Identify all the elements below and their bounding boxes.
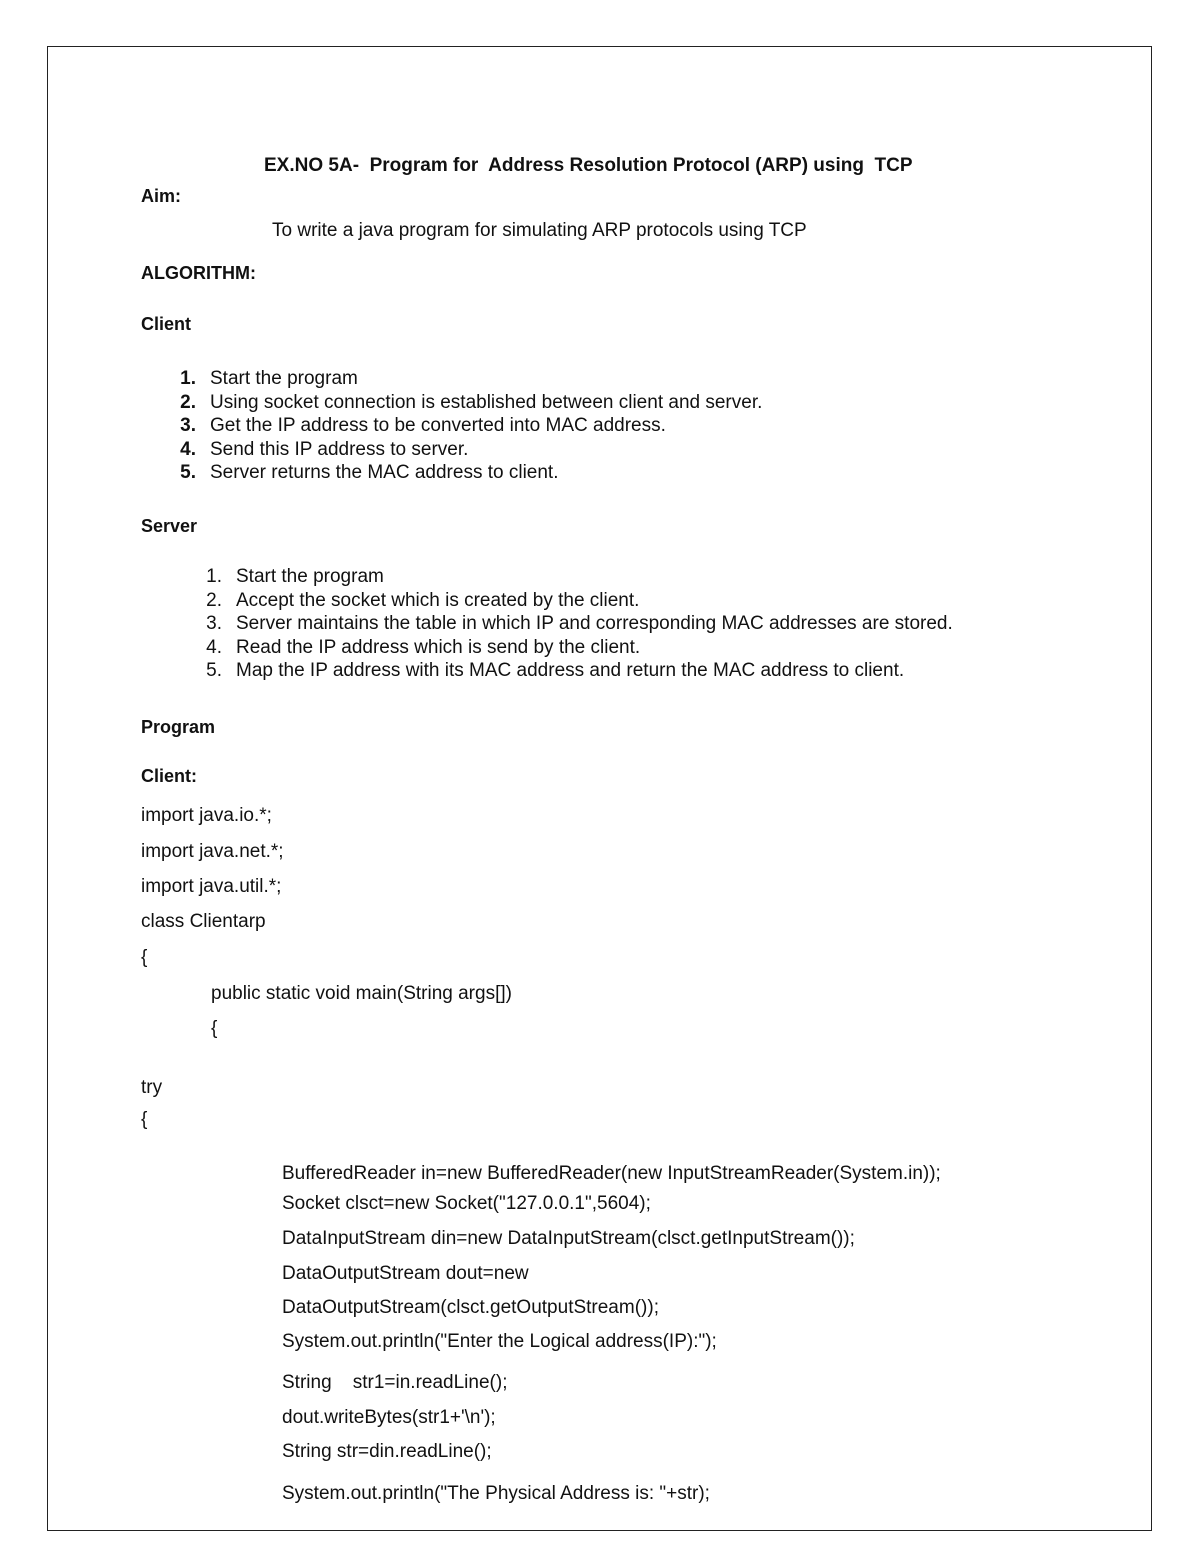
code-line: System.out.println("The Physical Address is: "+str); (282, 1483, 710, 1504)
client-heading: Client (141, 314, 192, 334)
code-line: DataOutputStream(clsct.getOutputStream()); (282, 1297, 659, 1318)
code-line: import java.io.*; (141, 805, 272, 826)
list-item: 3. Server maintains the table in which IP and corresponding MAC addresses are stored. (206, 613, 953, 634)
code-line: DataOutputStream dout=new (282, 1263, 529, 1284)
client-code-heading: Client: (141, 766, 197, 786)
page-title: EX.NO 5A- Program for Address Resolution Protocol (ARP) using TCP (264, 155, 913, 176)
code-line: try (141, 1077, 163, 1098)
code-line: System.out.println("Enter the Logical address(IP):"); (282, 1331, 717, 1352)
server-steps-list (200, 565, 953, 683)
code-line: { (141, 1109, 148, 1130)
code-line: import java.util.*; (141, 876, 282, 897)
code-line: { (211, 1018, 218, 1039)
code-line: BufferedReader in=new BufferedReader(new InputStreamReader(System.in)); (282, 1163, 941, 1184)
code-line: String str1=in.readLine(); (282, 1372, 508, 1393)
list-item: 5. Map the IP address with its MAC address and return the MAC address to client. (206, 660, 905, 681)
code-line: import java.net.*; (141, 841, 284, 862)
code-line: public static void main(String args[]) (211, 983, 512, 1004)
list-item: 3. Get the IP address to be converted into MAC address. (180, 415, 666, 436)
client-steps-list (174, 367, 762, 485)
list-item: 5. Server returns the MAC address to client. (180, 462, 559, 483)
code-line: dout.writeBytes(str1+'\n'); (282, 1407, 496, 1428)
code-line: Socket clsct=new Socket("127.0.0.1",5604); (282, 1193, 651, 1214)
code-line: String str=din.readLine(); (282, 1441, 492, 1462)
algorithm-heading: ALGORITHM: (141, 263, 256, 283)
code-line: DataInputStream din=new DataInputStream(clsct.getInputStream()); (282, 1228, 855, 1249)
code-line: class Clientarp (141, 911, 266, 932)
list-item: 4. Read the IP address which is send by the client. (206, 636, 641, 658)
list-item: 1. Start the program (206, 566, 384, 587)
code-line: { (141, 947, 148, 968)
server-heading: Server (141, 516, 198, 536)
list-item: 1. Start the program (180, 368, 358, 389)
program-heading: Program (141, 717, 216, 737)
list-item: 4. Send this IP address to server. (180, 438, 469, 460)
aim-text: To write a java program for simulating ARP protocols using TCP (272, 220, 807, 241)
aim-heading: Aim: (141, 186, 181, 206)
list-item: 2. Using socket connection is established between client and server. (180, 391, 763, 413)
list-item: 2. Accept the socket which is created by the client. (206, 589, 640, 611)
